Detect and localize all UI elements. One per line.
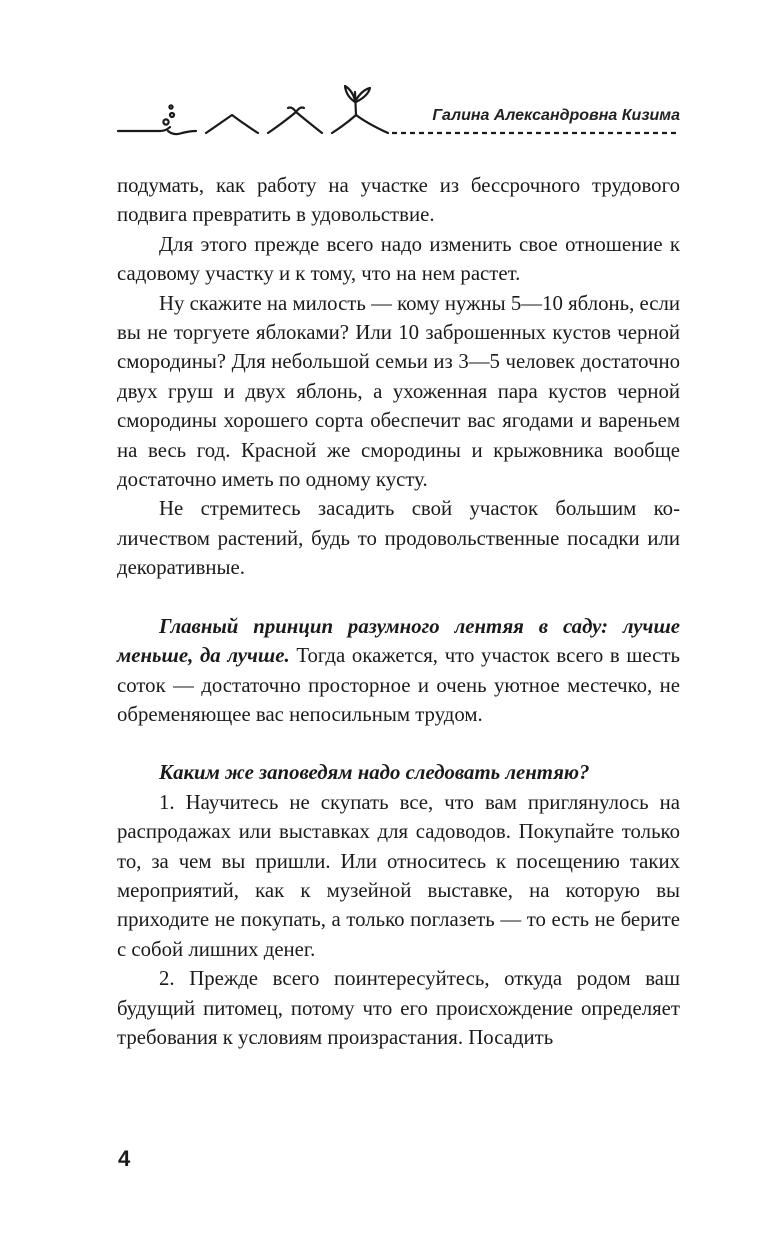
paragraph-3: Ну скажите на милость — кому нужны 5—10 яблонь, если вы не торгуете яблоками? Или 10 заброшенных кустов черной смородины? Для небольшой семьи из 3—5 человек достаточно двух груш и двух яблонь, а ухоженная пара кустов черной смородины хорошего сорта обеспечит вас ягодами и вареньем на весь год. Красной же смородины и крыжовника вообще достаточно иметь по одному кусту.	[117, 291, 680, 492]
principle-paragraph	[117, 612, 680, 730]
commandments-heading-text: Каким же заповедям надо следовать лентяю?	[159, 761, 590, 785]
running-header	[0, 0, 768, 150]
page-number: 4	[118, 1146, 131, 1171]
paragraph-4: Не стремитесь засадить свой участок большим количеством растений, будь то продовольственные посадки или декоративные.	[117, 497, 680, 580]
paragraph-1: подумать, как работу на участке из бессрочного трудового подвига превратить в удовольствие.	[117, 174, 680, 227]
commandment-1: 1. Научитесь не скупать все, что вам приглянулось на распродажах или выставках для садоводов. Покупайте только то, за чем вы пришли. Или относитесь к посещению таких мероприятий, как к музейной выставке, на которую вы приходите не покупать, а только поглазеть — то есть не берите с собой лишних денег.	[117, 790, 680, 961]
sprouting-seed-ornament-icon	[0, 0, 768, 150]
author-name: Галина Александровна Кизима	[432, 107, 680, 124]
principle-text: Тогда окажется, что участок всего в шесть соток — достаточно просторное и очень уютное местечко, не обременяющее вас непосильным трудом.	[117, 644, 680, 726]
principle-emphasis: Главный принцип разумного лентяя в саду: лучше меньше, да лучше.	[117, 614, 680, 668]
paragraph-2: Для этого прежде всего надо изменить свое отношение к садовому участку и к тому, что на нем растет.	[117, 232, 680, 286]
page-body	[117, 171, 680, 1052]
commandments-heading	[117, 758, 680, 787]
commandment-2: 2. Прежде всего поинтересуйтесь, откуда родом ваш будущий питомец, потому что его происхождение определяет требования к условиям произрастания. Посадить	[117, 967, 680, 1049]
